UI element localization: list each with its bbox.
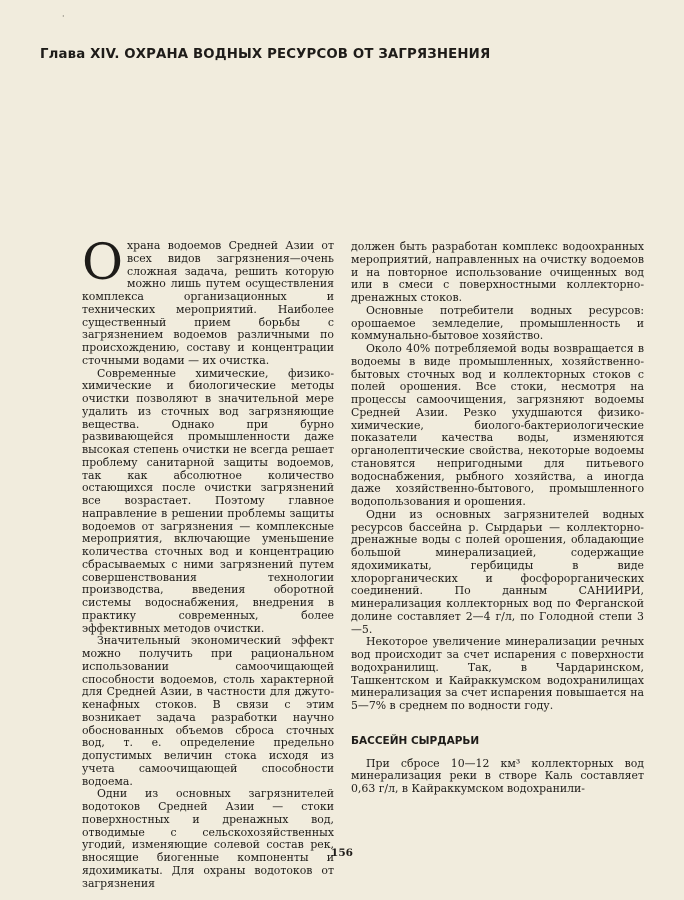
- chapter-title: Глава XIV. ОХРАНА ВОДНЫХ РЕСУРСОВ ОТ ЗАГРЯЗНЕНИЯ: [40, 47, 491, 62]
- section-heading: БАССЕЙН СЫРДАРЬИ: [351, 734, 480, 747]
- page-number: 156: [331, 847, 353, 859]
- left-text-column: [82, 233, 334, 890]
- paragraph: Одни из основных загрязнителей водных ресурсов бассейна р. Сырдарьи — коллекторно-дренажные воды с полей орошения, обладающие большой минерализацией, содержащие ядохимикаты, гербициды в виде хлорорганических и фосфорорганических соединений. По данным САНИИРИ, минерализация коллекторных вод по Ферганской долине составляет 2—4 г/л, по Голодной степи 3—5.: [351, 507, 644, 636]
- paragraph: Основные потребители водных ресурсов: орошаемое земледелие, промышленность и коммунально-бытовое хозяйство.: [351, 303, 644, 343]
- paragraph: Одни из основных загрязнителей водотоков Средней Азии — стоки поверхностных и дренажных вод, отводимые с сельскохозяйственных угодий, изменяющие солевой состав рек, вносящие биогенные компоненты и ядохимикаты. Для охраны водотоков от загрязнения: [82, 787, 334, 890]
- paragraph-continued: должен быть разработан комплекс водоохранных мероприятий, направленных на очистку водоемов и на повторное использование очищенных вод или в смеси с поверхностными коллекторно-дренажных стоков.: [351, 240, 644, 304]
- paragraph: Значительный экономический эффект можно получить при рациональном использовании самоочищающей способности водоемов, столь характерной для Средней Азии, в частности для джуто-кенафных стоков. В связи с этим возникает задача разработки научно обоснованных объемов сброса сточных вод, т. е. определение предельно допустимых величин стока исходя из учета самоочищающей способности водоема.: [82, 634, 334, 788]
- paragraph-intro: [82, 233, 334, 368]
- paragraph-text: храна водоемов Средней Азии от всех видов загрязнения—очень сложная задача, решить которую можно лишь путем осуществления комплекса организационных и технических мероприятий. Наиболее существенный прием борьбы с загрязнением водоемов различными по происхождению, составу и концентрации сточными водами — их очистка.: [82, 239, 334, 367]
- page-speck-decoration: ·: [62, 12, 65, 21]
- paragraph: Современные химические, физико-химические и биологические методы очистки позволяют в значительной мере удалить из сточных вод загрязняющие вещества. Однако при бурно развивающейся промышленности даже высокая степень очистки не всегда решает проблему санитарной защиты водоемов, так как абсолютное количество остающихся после очистки загрязнений все возрастает. Поэтому главное направление в решении проблемы защиты водоемов от загрязнения — комплексные мероприятия, включающие уменьшение количества сточных вод и концентрацию сбрасываемых с ними загрязнений путем совершенствования технологии производства, введения оборотной системы водоснабжения, внедрения в практику современных, более эффективных методов очистки.: [82, 366, 334, 635]
- right-text-column: [351, 241, 644, 796]
- paragraph: При сбросе 10—12 км³ коллекторных вод минерализация реки в створе Каль составляет 0,63 г/л, в Кайраккумском водохранили-: [351, 756, 644, 795]
- paragraph: Некоторое увеличение минерализации речных вод происходит за счет испарения с поверхности водохранилищ. Так, в Чардаринском, Ташкентском и Кайраккумском водохранилищах минерализация за счет испарения повышается на 5—7% в среднем по водности году.: [351, 635, 644, 712]
- drop-cap-letter: О: [82, 233, 123, 291]
- paragraph: Около 40% потребляемой воды возвращается в водоемы в виде промышленных, хозяйственно-бытовых сточных вод и коллекторных стоков с полей орошения. Все стоки, несмотря на процессы самоочищения, загрязняют водоемы Средней Азии. Резко ухудшаются физико-химические, биолого-бактериологические показатели качества воды, изменяются органолептические свойства, некоторые водоемы становятся непригодными для питьевого водоснабжения, рыбного хозяйства, а иногда даже хозяйственно-бытового, промышленного водопользования и орошения.: [351, 342, 644, 508]
